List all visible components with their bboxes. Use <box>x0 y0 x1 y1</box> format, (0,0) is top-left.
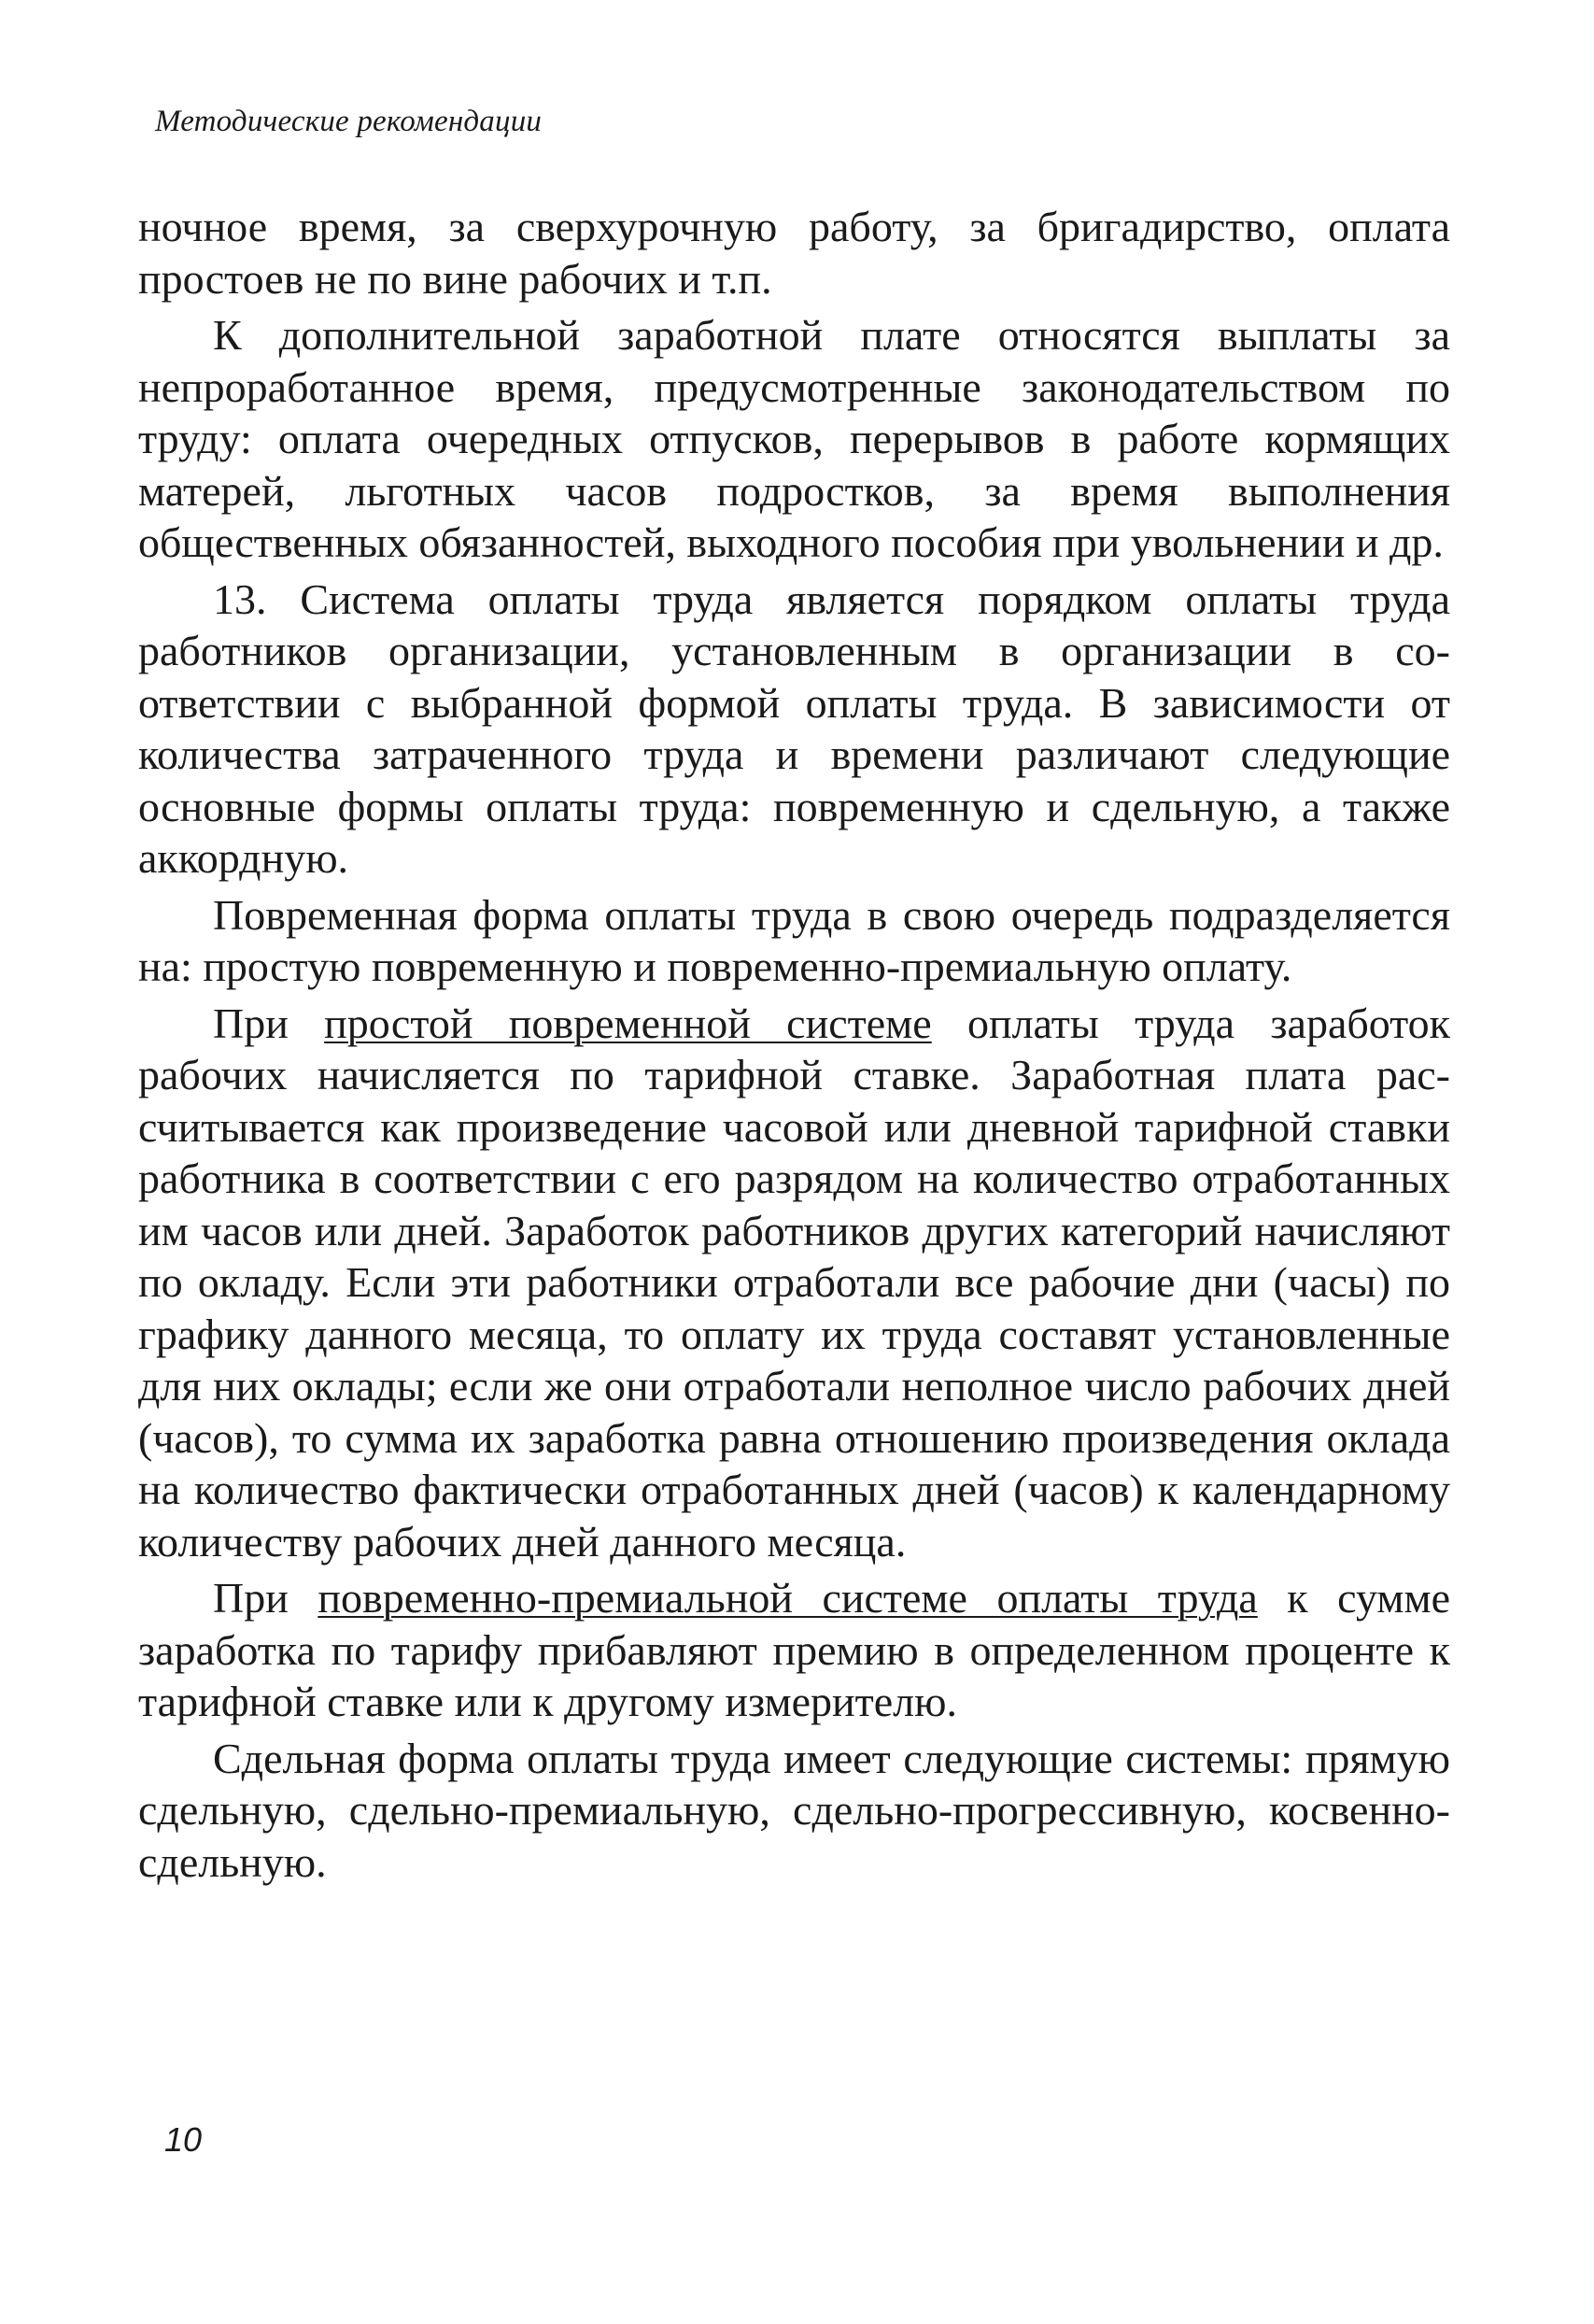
paragraph-simple-time-system <box>138 998 1450 1568</box>
paragraph-pay-system: 13. Система оплаты труда является порядком оплаты труда работников организации, установленным в организации в соответствии с выбранной формой оплаты труда. В зависимости от количества затраченного труда и времени различают следующие основные формы оплаты труда: повременную и сдельную, а также аккордную. <box>138 574 1450 882</box>
page-number: 10 <box>164 2120 203 2159</box>
paragraph-lead: При <box>213 1574 318 1622</box>
running-head: Методические рекомендации <box>155 105 543 138</box>
paragraph-piece-rate-form: Сдельная форма оплаты труда имеет следующие системы: прямую сдельную, сдельно-премиальную, сдельно-прогрессивную, косвенно-сдельную. <box>138 1734 1450 1886</box>
underlined-term: простой повременной системе <box>324 999 932 1047</box>
paragraph-continuation: ночное время, за сверхурочную работу, за бригадирство, оплата простоев не по вине рабочих и т.п. <box>138 203 1450 303</box>
paragraph-time-bonus-system <box>138 1572 1450 1728</box>
paragraph-rest: к сумме заработка по тарифу прибавляют премию в определенном проценте к тарифной ставке или к другому измерителю. <box>138 1574 1450 1725</box>
paragraph-additional-pay: К дополнительной заработной плате относятся выплаты за непроработанное время, предусмотренные законодательством по труду: оплата очередных отпусков, перерывов в работе кормящих матерей, льготных часов подростков, за время выполнения общественных обязанностей, выходного пособия при увольнении и др. <box>138 311 1450 566</box>
body-text <box>138 201 1450 1892</box>
paragraph-time-based-form: Повременная форма оплаты труда в свою очередь подразделяется на: простую повременную и повременно-премиальную оплату. <box>138 890 1450 990</box>
paragraph-lead: При <box>213 999 325 1047</box>
paragraph-rest: оплаты труда заработок рабочих начисляется по тарифной ставке. Заработная плата рассчитывается как произведение часовой или дневной тарифной ставки работника в соответствии с его разрядом на количество отработанных им часов или дней. Заработок работников других категорий начисляют по окладу. Если эти работники отработали все рабочие дни (часы) по графику данного месяца, то оплату их труда составят установленные для них оклады; если же они отработали неполное число рабочих дней (часов), то сумма их заработка равна отношению произведения оклада на количество фактически отработанных дней (часов) к календарному количеству рабочих дней данного месяца. <box>138 999 1451 1566</box>
underlined-term: повременно-премиальной системе оплаты труда <box>317 1574 1258 1622</box>
